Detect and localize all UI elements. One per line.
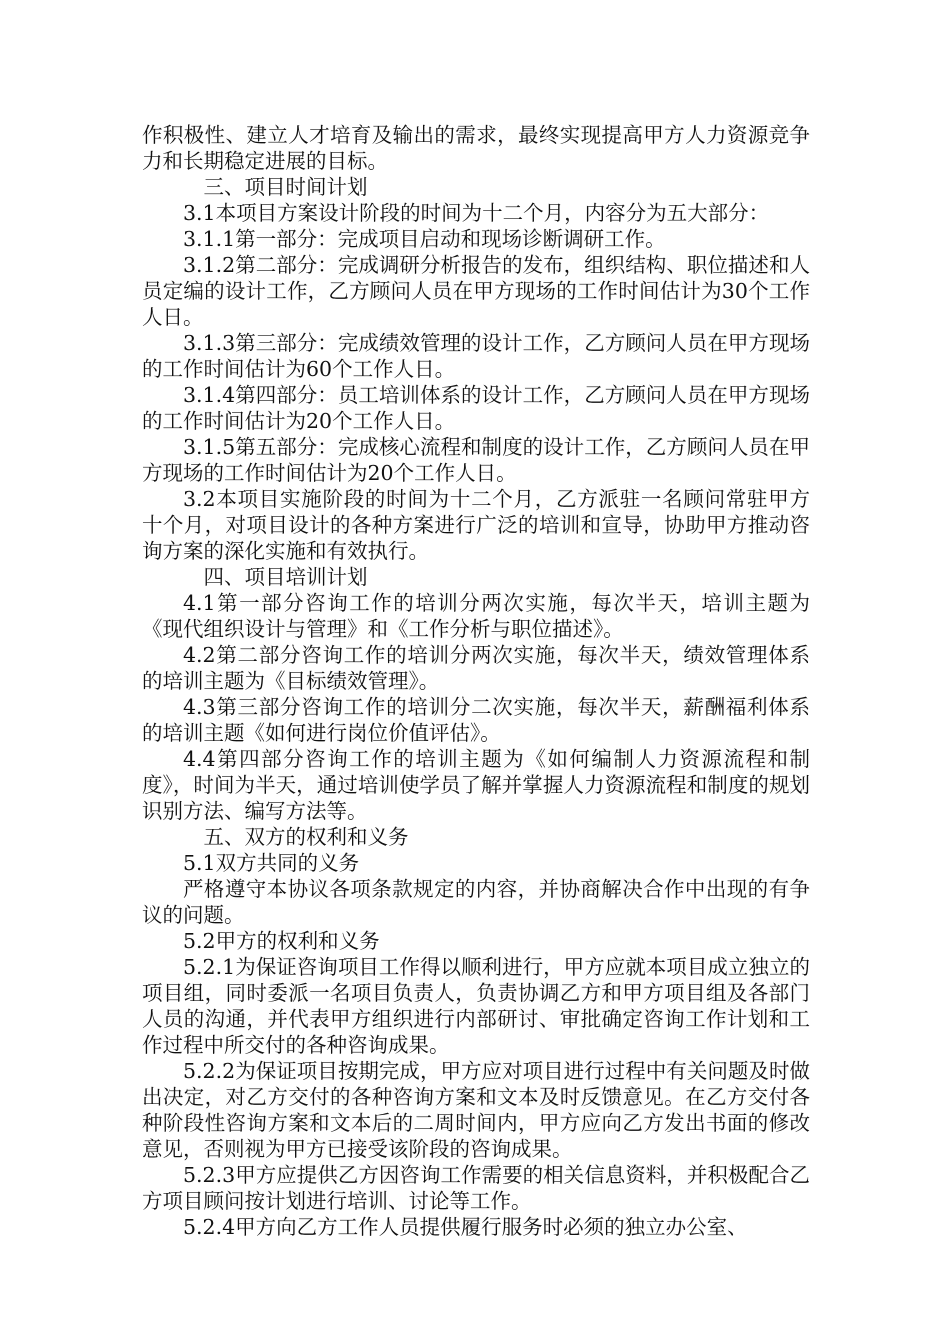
section-heading: 五、双方的权利和义务 xyxy=(203,825,409,849)
body-paragraph: 3.1本项目方案设计阶段的时间为十二个月，内容分为五大部分： xyxy=(183,201,770,225)
body-paragraph: 3.1.4第四部分：员工培训体系的设计工作，乙方顾问人员在甲方现场的工作时间估计为20个工作人日。 xyxy=(142,383,810,433)
body-paragraph: 5.2.1为保证咨询项目工作得以顺利进行，甲方应就本项目成立独立的项目组，同时委派一名项目负责人，负责协调乙方和甲方项目组及各部门人员的沟通，并代表甲方组织进行内部研讨、审批确定咨询工作计划和工作过程中所交付的各种咨询成果。 xyxy=(142,955,810,1057)
document-page xyxy=(142,122,810,1240)
body-paragraph: 4.2第二部分咨询工作的培训分两次实施，每次半天，绩效管理体系的培训主题为《目标绩效管理》。 xyxy=(142,643,810,693)
body-paragraph: 严格遵守本协议各项条款规定的内容，并协商解决合作中出现的有争议的问题。 xyxy=(142,877,810,927)
body-paragraph: 3.1.1第一部分：完成项目启动和现场诊断调研工作。 xyxy=(183,227,666,251)
body-paragraph: 作积极性、建立人才培育及输出的需求，最终实现提高甲方人力资源竞争力和长期稳定进展的目标。 xyxy=(142,123,810,173)
body-paragraph: 4.4第四部分咨询工作的培训主题为《如何编制人力资源流程和制度》，时间为半天，通过培训使学员了解并掌握人力资源流程和制度的规划识别方法、编写方法等。 xyxy=(142,747,810,823)
body-paragraph: 4.3第三部分咨询工作的培训分二次实施，每次半天，薪酬福利体系的培训主题《如何进行岗位价值评估》。 xyxy=(142,695,810,745)
body-paragraph: 3.1.2第二部分：完成调研分析报告的发布，组织结构、职位描述和人员定编的设计工作，乙方顾问人员在甲方现场的工作时间估计为30个工作人日。 xyxy=(142,253,810,329)
body-paragraph: 4.1第一部分咨询工作的培训分两次实施，每次半天，培训主题为《现代组织设计与管理》和《工作分析与职位描述》。 xyxy=(142,591,810,641)
body-paragraph: 5.2.2为保证项目按期完成，甲方应对项目进行过程中有关问题及时做出决定，对乙方交付的各种咨询方案和文本及时反馈意见。在乙方交付各种阶段性咨询方案和文本后的二周时间内，甲方应向乙方发出书面的修改意见，否则视为甲方已接受该阶段的咨询成果。 xyxy=(142,1059,810,1161)
subsection-heading: 5.1双方共同的义务 xyxy=(183,851,360,875)
section-heading: 三、项目时间计划 xyxy=(203,175,368,199)
section-heading: 四、项目培训计划 xyxy=(203,565,368,589)
subsection-heading: 5.2甲方的权利和义务 xyxy=(183,929,380,953)
body-paragraph: 5.2.4甲方向乙方工作人员提供履行服务时必须的独立办公室、 xyxy=(183,1215,748,1239)
body-paragraph: 5.2.3甲方应提供乙方因咨询工作需要的相关信息资料，并积极配合乙方项目顾问按计划进行培训、讨论等工作。 xyxy=(142,1163,810,1213)
body-paragraph: 3.1.3第三部分：完成绩效管理的设计工作，乙方顾问人员在甲方现场的工作时间估计为60个工作人日。 xyxy=(142,331,810,381)
body-paragraph: 3.2本项目实施阶段的时间为十二个月，乙方派驻一名顾问常驻甲方十个月，对项目设计的各种方案进行广泛的培训和宣导，协助甲方推动咨询方案的深化实施和有效执行。 xyxy=(142,487,810,563)
body-paragraph: 3.1.5第五部分：完成核心流程和制度的设计工作，乙方顾问人员在甲方现场的工作时间估计为20个工作人日。 xyxy=(142,435,810,485)
